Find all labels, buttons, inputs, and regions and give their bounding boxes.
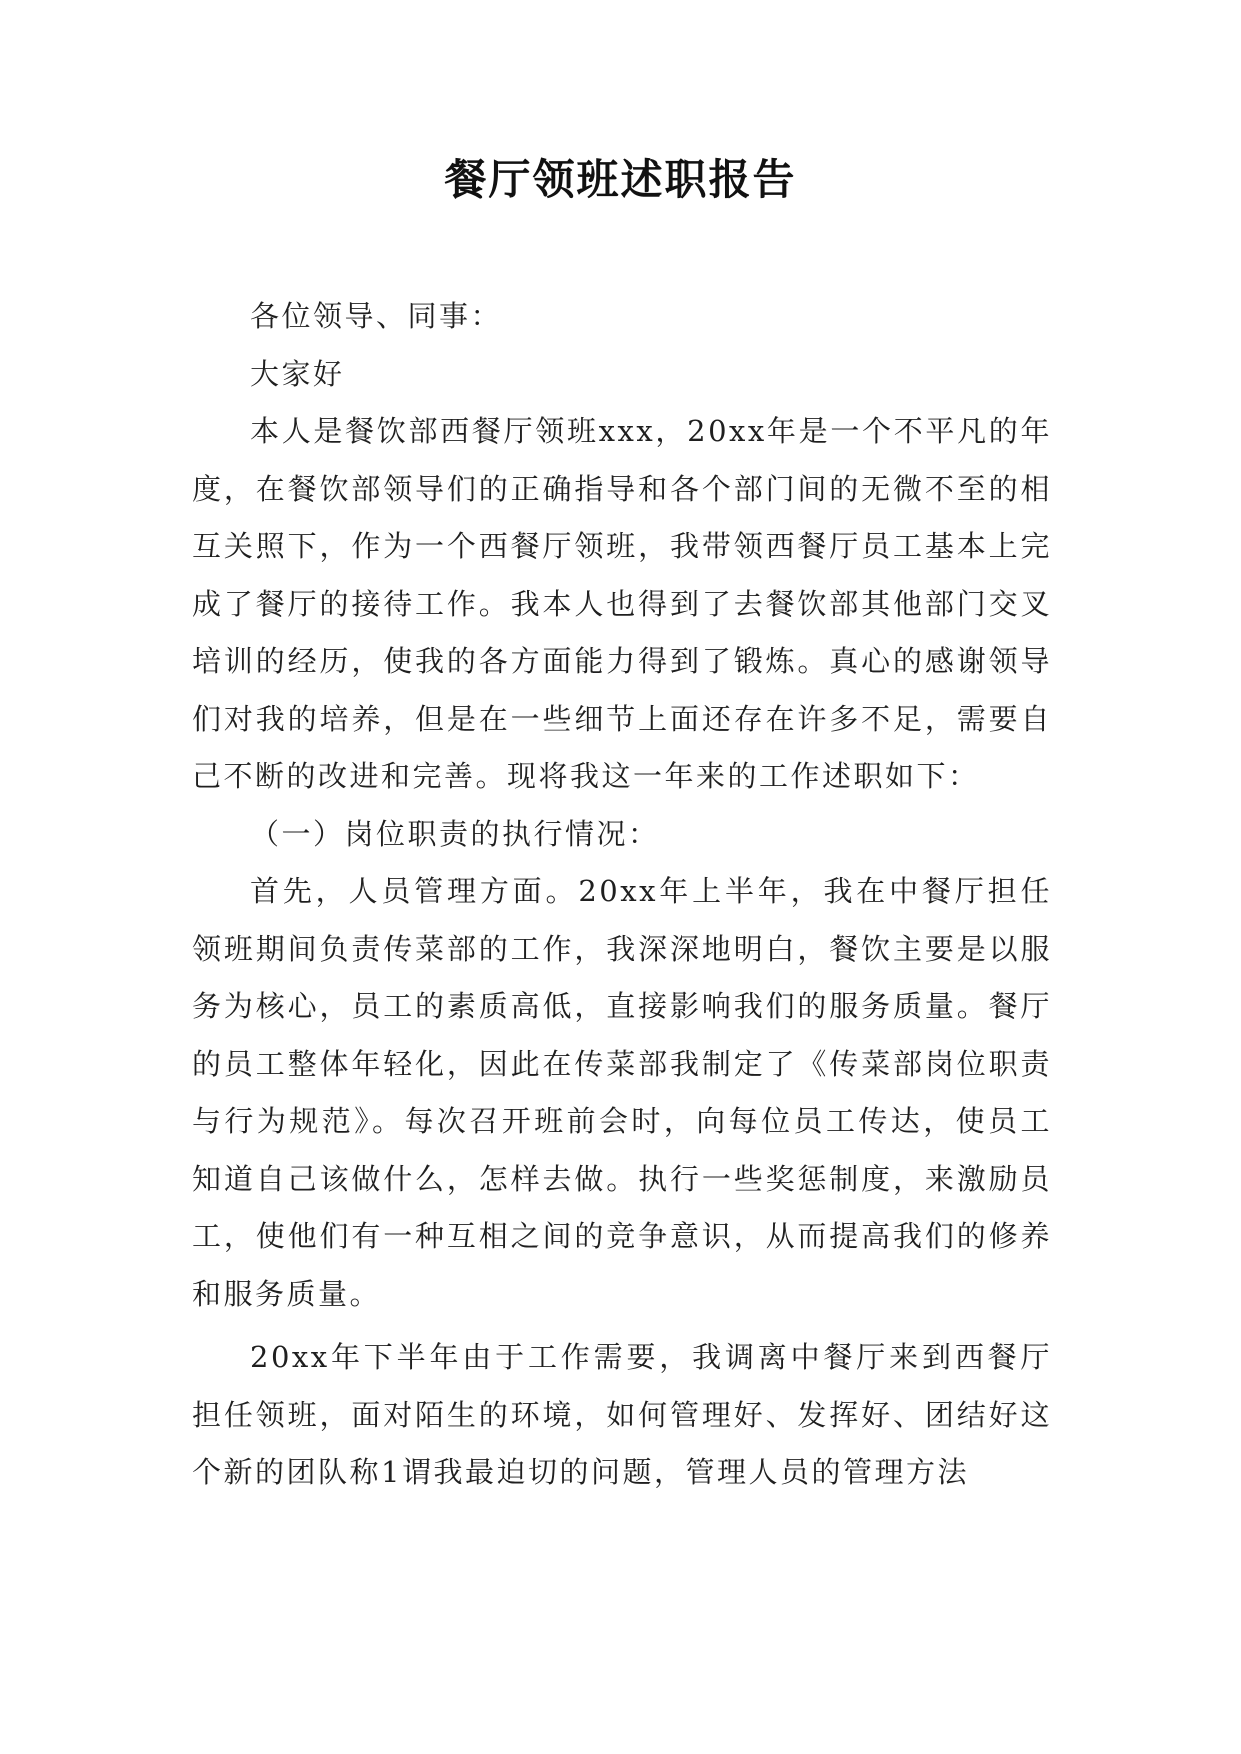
section-heading: （一）岗位职责的执行情况： <box>250 816 660 851</box>
salutation-paragraph: 各位领导、同事： <box>250 299 503 333</box>
intro-paragraph: 本人是餐饮部西餐厅领班xxx，20xx年是一个不平凡的年度，在餐饮部领导们的正确指导和各个部门间的无微不至的相互关照下，作为一个西餐厅领班，我带领西餐厅员工基本上完成了餐厅的接待工作。我本人也得到了去餐饮部其他部门交叉培训的经历，使我的各方面能力得到了锻炼。真心的感谢领导们对我的培养，但是在一些细节上面还存在许多不足，需要自己不断的改进和完善。现将我这一年来的工作述职如下： <box>192 414 1052 793</box>
second-half-paragraph: 20xx年下半年由于工作需要，我调离中餐厅来到西餐厅担任领班，面对陌生的环境，如何管理好、发挥好、团结好这个新的团队称1谓我最迫切的问题，管理人员的管理方法 <box>192 1340 1052 1489</box>
greeting-paragraph: 大家好 <box>250 356 345 391</box>
document-body <box>192 288 1052 1502</box>
personnel-management-paragraph: 首先，人员管理方面。20xx年上半年，我在中餐厅担任领班期间负责传菜部的工作，我深深地明白，餐饮主要是以服务为核心，员工的素质高低，直接影响我们的服务质量。餐厅的员工整体年轻化，因此在传菜部我制定了《传菜部岗位职责与行为规范》。每次召开班前会时，向每位员工传达，使员工知道自己该做什么，怎样去做。执行一些奖惩制度，来激励员工，使他们有一种互相之间的竞争意识，从而提高我们的修养和服务质量。 <box>192 874 1052 1311</box>
document-title: 餐厅领班述职报告 <box>444 155 797 204</box>
